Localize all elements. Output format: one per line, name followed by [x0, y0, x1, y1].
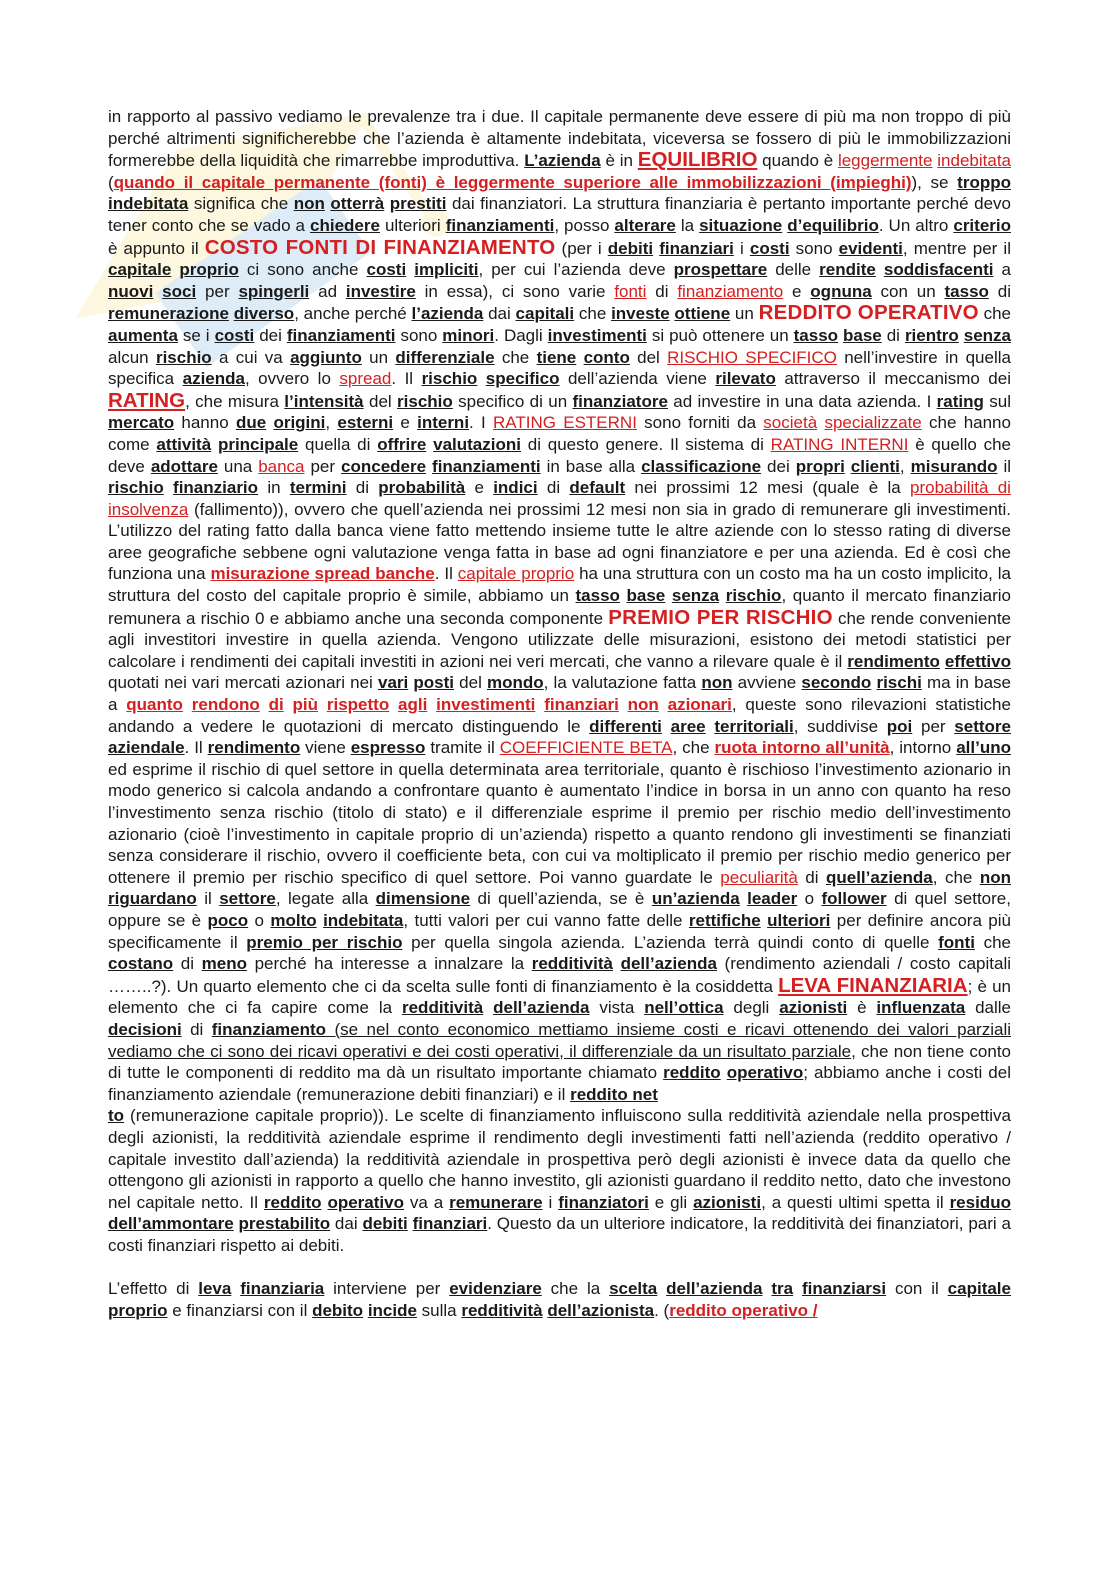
paragraph-main: in rapporto al passivo vediamo le prevalenze tra i due. Il capitale permanente deve essere di più ma non troppo di più perché altrimenti significherebbe che l’azienda è altamente indebitata, viceversa se fossero di più le immobilizzazioni formerebbe della liquidità che rimarrebbe improduttiva. L’azienda è in EQUILIBRIO quando è leggermente indebitata (quando il capitale permanente (fonti) è leggermente superiore alle immobilizzazioni (impieghi)), se troppo indebitata significa che non otterrà prestiti dai finanziatori. La struttura finanziaria è pertanto importante perché devo tener conto che se vado a chiedere ulteriori finanziamenti, posso alterare la situazione d’equilibrio. Un altro criterio è appunto il COSTO FONTI DI FINANZIAMENTO (per i debiti finanziari i costi sono evidenti, mentre per il capitale proprio ci sono anche costi impliciti, per cui l’azienda deve prospettare delle rendite soddisfacenti a nuovi soci per spingerli ad investire in essa), ci sono varie fonti di finanziamento e ognuna con un tasso di remunerazione diverso, anche perché l’azienda dai capitali che investe ottiene un REDDITO OPERATIVO che aumenta se i costi dei finanziamenti sono minori. Dagli investimenti si può ottenere un tasso base di rientro senza alcun rischio a cui va aggiunto un differenziale che tiene conto del RISCHIO SPECIFICO nell’investire in quella specifica azienda, ovvero lo spread. Il rischio specifico dell’azienda viene rilevato attraverso il meccanismo dei RATING, che misura l’intensità del rischio specifico di un finanziatore ad investire in una data azienda. I rating sul mercato hanno due origini, esterni e interni. I RATING ESTERNI sono forniti da società specializzate che hanno come attività principale quella di offrire valutazioni di questo genere. Il sistema di RATING INTERNI è quello che deve adottare una banca per concedere finanziamenti in base alla classificazione dei propri clienti, misurando il rischio finanziario in termini di probabilità e indici di default nei prossimi 12 mesi (quale è la probabilità di insolvenza (fallimento)), ovvero che quell’azienda nei prossimi 12 mesi non sia in grado di remunerare gli investimenti. L’utilizzo del rating fatto dalla banca viene fatto mettendo insieme tutte le altre aziende con lo stesso rating di diverse aree geografiche sebbene ogni valutazione venga fatta in base ad ogni finanziatore e per una azienda. Ed è così che funziona una misurazione spread banche. Il capitale proprio ha una struttura con un costo ma ha un costo implicito, la struttura del costo del capitale proprio è simile, abbiamo un tasso base senza rischio, quanto il mercato finanziario remunera a rischio 0 e abbiamo anche una seconda componente PREMIO PER RISCHIO che rende conveniente agli investitori investire in quella azienda. Vengono utilizzate delle misurazioni, esistono dei metodi statistici per calcolare i rendimenti dei capitali investiti in azioni nei veri mercati, che vanno a rilevare quale è il rendimento effettivo quotati nei vari mercati azionari nei vari posti del mondo, la valutazione fatta non avviene secondo rischi ma in base a quanto rendono di più rispetto agli investimenti finanziari non azionari, queste sono rilevazioni statistiche andando a vedere le quotazioni di mercato distinguendo le differenti aree territoriali, suddivise poi per settore aziendale. Il rendimento viene espresso tramite il COEFFICIENTE BETA, che ruota intorno all’unità, intorno all’uno ed esprime il rischio di quel settore in quella determinata area territoriale, quanto è rischioso l’investimento azionario in modo generico si calcola andando a confrontare quanto è aumentato l’indice in borsa in un anno con quanto ha reso l’investimento senza rischio (titolo di stato) e il differenziale esprime il premio per rischio medio dell’investimento azionario (cioè l’investimento in capitale proprio di un’azienda) rispetto a quanto rendono gli investimenti se finanziati senza considerare il rischio, ovvero il coefficiente beta, con cui va moltiplicato il premio per rischio medio generico per ottenere il premio per rischio specifico di quel settore. Poi vanno guardate le peculiarità di quell’azienda, che non riguardano il settore, legate alla dimensione di quell’azienda, se è un’azienda leader o follower di quel settore, oppure se è poco o molto indebitata, tutti valori per cui vanno fatte delle rettifiche ulteriori per definire ancora più specificamente il premio per rischio per quella singola azienda. L’azienda terrà quindi conto di quelle fonti che costano di meno perché ha interesse a innalzare la redditività dell’azienda (rendimento aziendali / costo capitali ……..?). Un quarto elemento che ci da scelta sulle fonti di finanziamento è la cosiddetta LEVA FINANZIARIA; è un elemento che ci fa capire come la redditività dell’azienda vista nell’ottica degli azionisti è influenzata dalle decisioni di finanziamento (se nel conto economico mettiamo insieme costi e ricavi ottenendo dei valori parziali vediamo che ci sono dei ricavi operativi e dei costi operativi, il differenziale da un risultato parziale, che non tiene conto di tutte le componenti di reddito ma dà un risultato importante chiamato reddito operativo; abbiamo anche i costi del finanziamento aziendale (remunerazione debiti finanziari) e il reddito net to (remunerazione capitale proprio)). Le scelte di finanziamento influiscono sulla redditività aziendale nella prospettiva degli azionisti, la redditività aziendale esprime il rendimento degli investimenti fatti nell’azienda (reddito operativo / capitale investito dall’azienda) la redditività aziendale in prospettiva però degli azionisti è invece data da quello che ottengono gli azionisti in rapporto a quello che hanno investito, gli azionisti guardano il reddito netto, dato che investono nel capitale netto. Il reddito operativo va a remunerare i finanziatori e gli azionisti, a questi ultimi spetta il residuo dell’ammontare prestabilito dai debiti finanziari. Questo da un ulteriore indicatore, la redditività dei finanziatori, pari a costi finanziari rispetto ai debiti. [108, 107, 1012, 1255]
paragraph-leva-finanziaria: L’effetto di leva finanziaria interviene per evidenziare che la scelta dell’azienda tra finanziarsi con il capitale proprio e finanziarsi con il debito incide sulla redditività dell’azionista. (reddito operativo / [108, 1279, 1011, 1320]
document-body [108, 106, 1011, 1321]
